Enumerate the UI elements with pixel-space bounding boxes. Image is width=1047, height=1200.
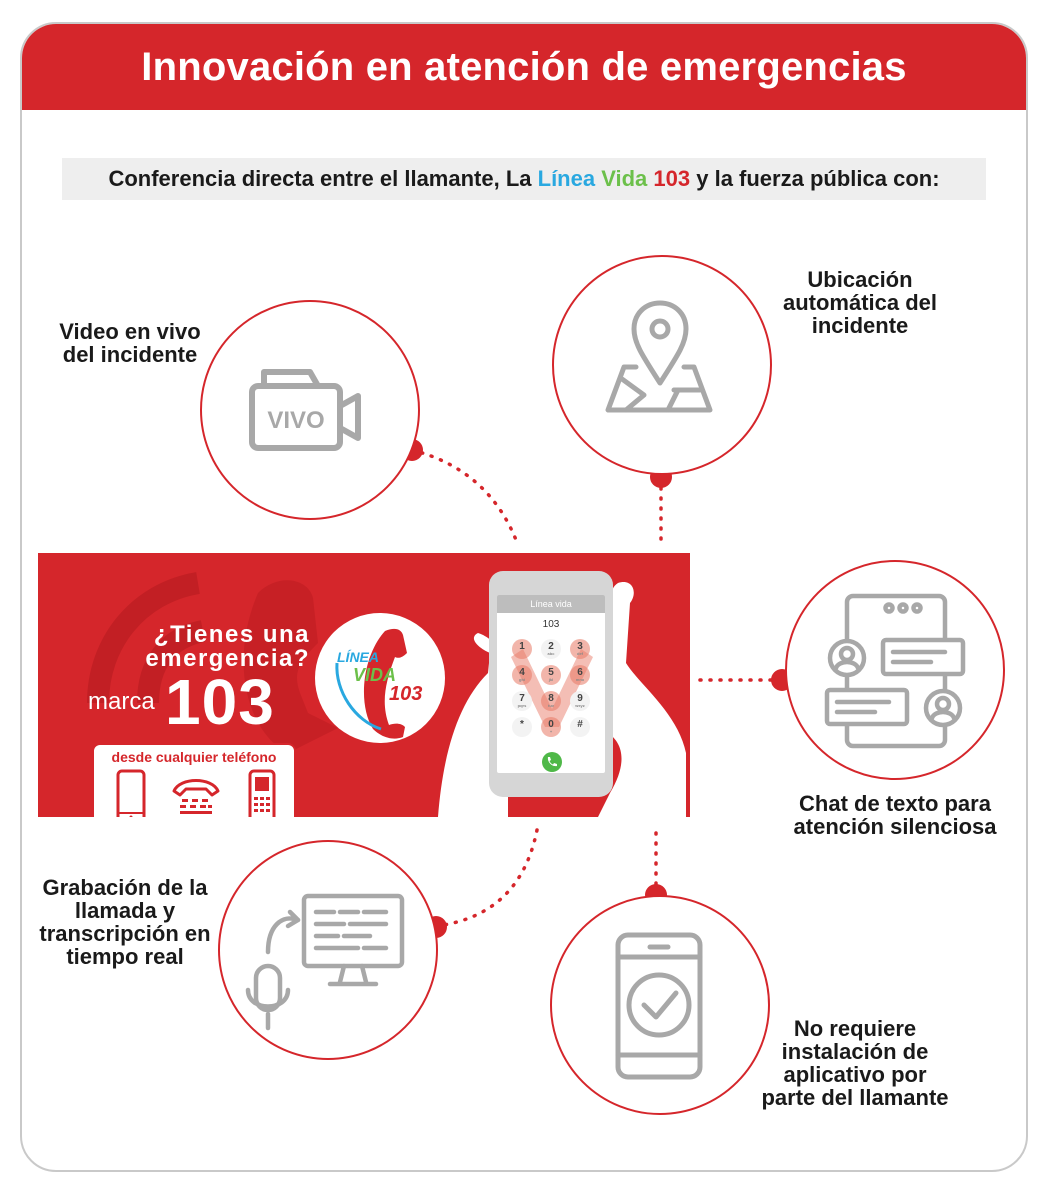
key-letters: mno	[575, 677, 585, 682]
key-digit: 3	[577, 641, 583, 652]
keypad-key[interactable]	[512, 665, 532, 685]
key-digit: #	[577, 719, 583, 730]
subtitle-linea: Línea	[537, 166, 596, 191]
keypad-key[interactable]	[541, 717, 561, 737]
noapp-circle	[550, 895, 770, 1115]
noapp-label: No requiere instalación de aplicativo por parte del llamante	[761, 1016, 949, 1110]
keypad-key[interactable]	[570, 639, 590, 659]
recording-circle	[218, 840, 438, 1060]
call-button[interactable]	[542, 752, 562, 772]
cellphone-icon	[244, 769, 280, 817]
keypad-key[interactable]	[541, 691, 561, 711]
emergency-banner	[38, 553, 690, 817]
microphone-monitor-icon	[218, 840, 438, 1060]
subtitle-num: 103	[653, 166, 691, 191]
keypad-key[interactable]	[570, 691, 590, 711]
logo-num: 103	[389, 683, 423, 705]
logo-vida: VIDA	[353, 665, 397, 685]
keypad-key[interactable]	[570, 717, 590, 737]
location-label: Ubicación automática del incidente	[782, 267, 938, 338]
emergency-question: ¿Tienes una emergencia?	[145, 621, 310, 672]
location-circle	[552, 255, 772, 475]
key-digit: 0	[548, 719, 554, 730]
phones-card-label: desde cualquier teléfono	[111, 749, 277, 765]
landline-phone-icon	[170, 773, 222, 817]
video-camera-icon	[200, 300, 420, 520]
key-letters: ghi	[519, 677, 525, 682]
chat-window-icon	[785, 560, 1005, 780]
logo-linea: LÍNEA	[337, 649, 379, 665]
key-digit: 6	[577, 667, 583, 678]
phone-title-bar: Línea vida	[497, 595, 605, 613]
smartphone-icon	[112, 769, 152, 817]
marca-text: marca	[88, 688, 155, 715]
key-digit: 8	[548, 693, 554, 704]
key-digit: 9	[577, 693, 583, 704]
key-digit: 1	[519, 641, 525, 652]
key-letters: pqrs	[517, 703, 527, 708]
smartphone-mockup	[489, 571, 613, 797]
subtitle-suffix: y la fuerza pública con:	[690, 166, 940, 191]
recording-label: Grabación de la llamada y transcripción en tiempo real	[39, 875, 211, 969]
subtitle-bar	[62, 158, 986, 200]
keypad-key[interactable]	[541, 639, 561, 659]
vivo-text: VIVO	[267, 407, 325, 434]
phone-check-icon	[550, 895, 770, 1115]
key-letters: wxyz	[575, 703, 585, 708]
key-letters: def	[577, 651, 583, 656]
subtitle-vida: Vida	[601, 166, 648, 191]
key-letters: tuv	[548, 703, 554, 708]
phone-dialed-number: 103	[542, 619, 560, 630]
keypad-key[interactable]	[541, 665, 561, 685]
page-title: Innovación en atención de emergencias	[141, 44, 907, 89]
keypad-key[interactable]	[512, 691, 532, 711]
phones-card	[92, 743, 296, 817]
emergency-number: 103	[165, 666, 275, 738]
keypad-key[interactable]	[512, 639, 532, 659]
linea-vida-logo	[315, 613, 445, 743]
header-bar	[22, 24, 1026, 110]
video-label: Video en vivo del incidente	[59, 319, 201, 367]
key-digit: 2	[548, 641, 554, 652]
keypad-key[interactable]	[512, 717, 532, 737]
key-digit: 4	[519, 667, 525, 678]
phone-screen	[497, 595, 605, 773]
keypad-key[interactable]	[570, 665, 590, 685]
key-letters: +	[549, 729, 553, 734]
key-digit: 5	[548, 667, 554, 678]
chat-label: Chat de texto para atención silenciosa	[793, 791, 997, 839]
key-digit: 7	[519, 693, 525, 704]
subtitle-prefix: Conferencia directa entre el llamante, La	[108, 166, 538, 191]
video-circle	[200, 300, 420, 520]
map-pin-icon	[552, 255, 772, 475]
chat-circle	[785, 560, 1005, 780]
key-digit: *	[520, 719, 524, 730]
key-letters: jkl	[548, 677, 554, 682]
call-icon	[542, 752, 562, 772]
key-letters: abc	[547, 651, 555, 656]
